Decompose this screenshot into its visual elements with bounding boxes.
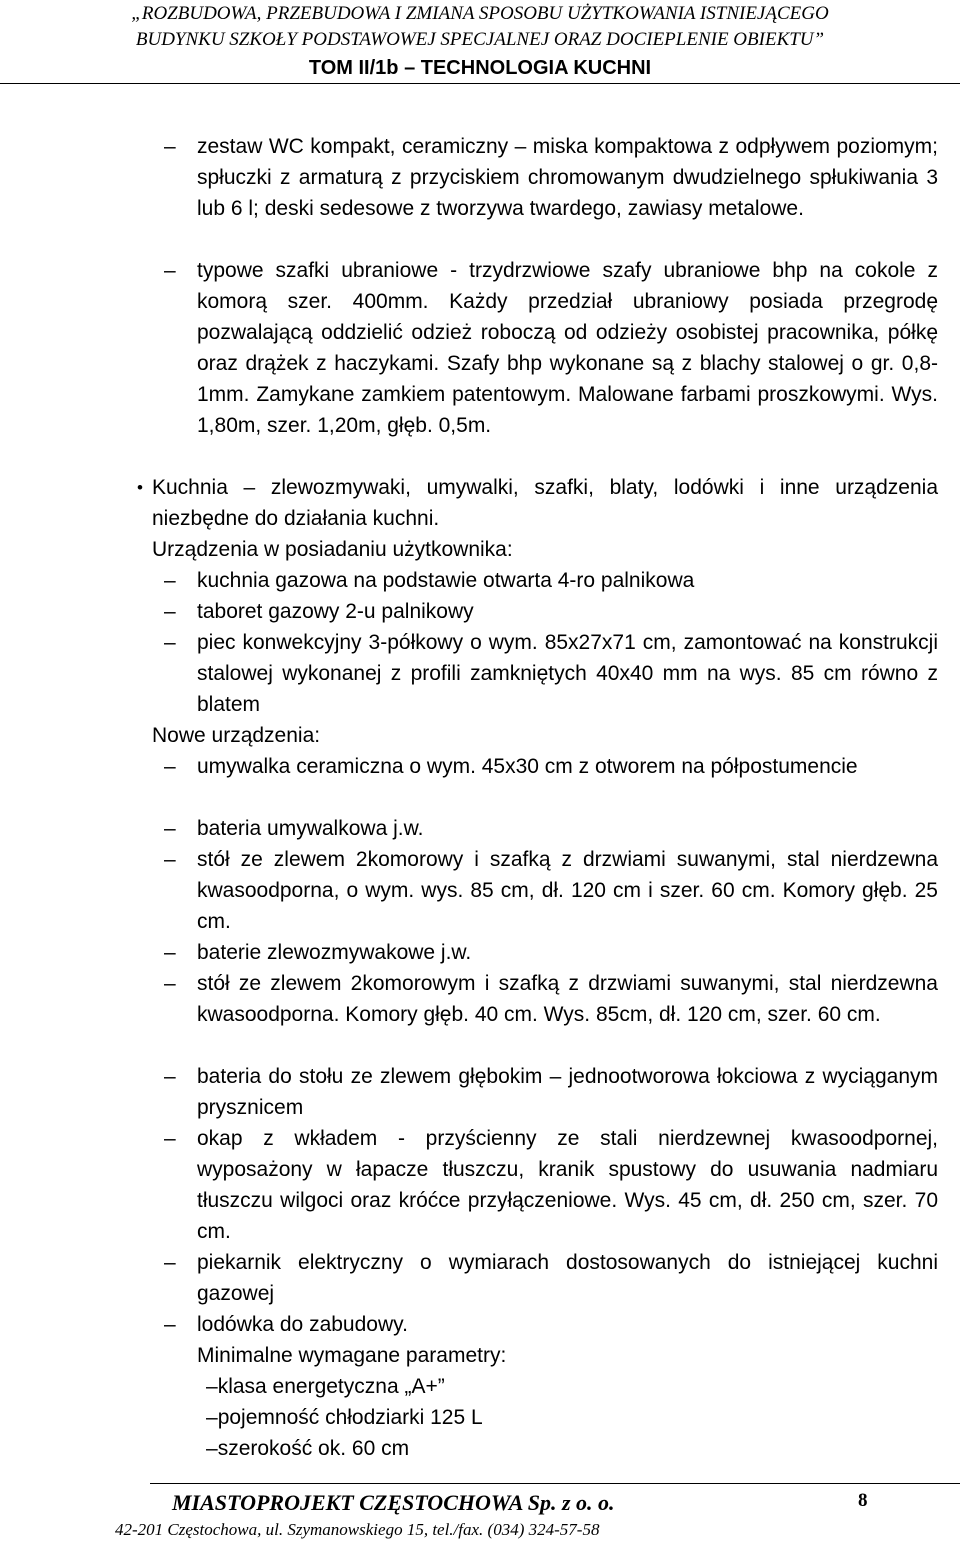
- page-number: 8: [858, 1490, 868, 1511]
- dash-marker: –: [164, 941, 176, 964]
- param-text: –szerokość ok. 60 cm: [206, 1437, 410, 1460]
- list-item-text: typowe szafki ubraniowe - trzydrzwiowe szafy ubraniowe bhp na cokole z komorą szer. 400mm. Każdy przedział ubraniowy posiada przegrodę pozwalającą oddzielić odzież roboczą od odzieży osobistej pracownika, półkę oraz drążek z haczykami. Szafy bhp wykonane są z blachy stalowej o gr. 0,8-: [197, 259, 938, 375]
- dash-marker: –: [164, 600, 176, 623]
- dash-marker: –: [164, 1127, 176, 1150]
- list-item-text: bateria umywalkowa j.w.: [197, 817, 424, 840]
- list-item-text: kuchnia gazowa na podstawie otwarta 4-ro palnikowa: [197, 569, 695, 592]
- list-item-text: Kuchnia – zlewozmywaki, umywalki, szafki, blaty, lodówki i inne urządzenia niezbędne do działania kuchni.: [152, 476, 938, 530]
- list-item-text: piec konwekcyjny 3-półkowy o wym. 85x27x71 cm, zamontować na konstrukcji stalowej wykonanej z profili zamkniętych 40x40 mm na wys. 85 cm równo z blatem: [197, 631, 938, 716]
- dash-marker: –: [164, 755, 176, 778]
- list-item-taboret: [0, 596, 960, 627]
- dash-marker: –: [164, 135, 176, 158]
- list-item-umywalka: [0, 751, 960, 782]
- list-item-stol-2: [0, 968, 960, 1030]
- list-item-text: taboret gazowy 2-u palnikowy: [197, 600, 474, 623]
- dash-marker: –: [164, 259, 176, 282]
- dash-marker: –: [164, 1313, 176, 1336]
- dash-marker: –: [164, 848, 176, 871]
- parameters-label: Minimalne wymagane parametry:: [197, 1344, 507, 1367]
- bullet-marker: •: [137, 478, 143, 497]
- list-item-text: bateria do stołu ze zlewem głębokim – jednootworowa łokciowa z wyciąganym prysznicem: [197, 1065, 938, 1119]
- dash-marker: –: [164, 972, 176, 995]
- list-item-text: stół ze zlewem 2komorowy i szafką z drzwiami suwanymi, stal nierdzewna kwasoodporna, o wym. wys. 85 cm, dł. 120 cm i szer. 60 cm. Komory głęb. 25 cm.: [197, 848, 938, 933]
- list-item-bateria-stol: [0, 1061, 960, 1123]
- list-item-baterie-zlewozmywakowe: [0, 937, 960, 968]
- list-item-piekarnik: [0, 1247, 960, 1309]
- list-item-okap: [0, 1123, 960, 1247]
- list-item-text: stół ze zlewem 2komorowym i szafką z drzwiami suwanymi, stal nierdzewna kwasoodporna. Komory głęb. 40 cm. Wys. 85cm, dł. 120 cm, szer. 60 cm.: [197, 972, 938, 1026]
- param-text: –pojemność chłodziarki 125 L: [206, 1406, 483, 1429]
- header-project-title-line-1: „ROZBUDOWA, PRZEBUDOWA I ZMIANA SPOSOBU UŻYTKOWANIA ISTNIEJĄCEGO: [131, 3, 829, 24]
- section-label-user-devices: Urządzenia w posiadaniu użytkownika:: [152, 538, 513, 561]
- dash-marker: –: [206, 1375, 218, 1398]
- list-item-wc: [0, 131, 960, 224]
- dash-marker: –: [206, 1437, 218, 1460]
- header-divider: [0, 83, 960, 84]
- dash-marker: –: [164, 1065, 176, 1088]
- list-item-text-continued: 1mm. Zamykane zamkiem patentowym. Malowane farbami proszkowymi. Wys. 1,80m, szer. 1,20m, głęb. 0,5m.: [197, 383, 938, 437]
- list-item-text: zestaw WC kompakt, ceramiczny – miska kompaktowa z odpływem poziomym; spłuczki z armaturą z przyciskiem chromowanym dwudzielnego spłukiwania 3 lub 6 l; deski sedesowe z tworzywa twardego, zawiasy metalowe.: [197, 135, 938, 220]
- list-item-piec: [0, 627, 960, 720]
- footer-address: 42-201 Częstochowa, ul. Szymanowskiego 15, tel./fax. (034) 324-57-58: [115, 1520, 600, 1539]
- param-text: –klasa energetyczna „A+”: [206, 1375, 445, 1398]
- list-item-bateria-umywalkowa: [0, 813, 960, 844]
- list-item-kuchnia: [0, 472, 960, 534]
- list-item-text: lodówka do zabudowy.: [197, 1313, 408, 1336]
- section-label-new-devices: Nowe urządzenia:: [152, 724, 321, 747]
- dash-marker: –: [164, 631, 176, 654]
- list-item-text: umywalka ceramiczna o wym. 45x30 cm z otworem na półpostumencie: [197, 755, 858, 778]
- footer-company: MIASTOPROJEKT CZĘSTOCHOWA Sp. z o. o.: [172, 1490, 615, 1515]
- dash-marker: –: [164, 1251, 176, 1274]
- list-item-szafki: [0, 255, 960, 441]
- list-item-kuchnia-gazowa: [0, 565, 960, 596]
- dash-marker: –: [164, 817, 176, 840]
- dash-marker: –: [206, 1406, 218, 1429]
- footer-divider: [150, 1483, 960, 1484]
- list-item-lodowka: [0, 1309, 960, 1340]
- list-item-text: baterie zlewozmywakowe j.w.: [197, 941, 472, 964]
- list-item-text: piekarnik elektryczny o wymiarach dostosowanych do istniejącej kuchni gazowej: [197, 1251, 938, 1305]
- list-item-stol-1: [0, 844, 960, 937]
- header-volume-title: TOM II/1b – TECHNOLOGIA KUCHNI: [308, 57, 652, 79]
- list-item-text: okap z wkładem - przyścienny ze stali nierdzewnej kwasoodpornej, wyposażony w łapacze tłuszczu, kranik spustowy do usuwania nadmiaru tłuszczu wilgoci oraz króćce przyłączeniowe. Wys. 45 cm, dł. 250 cm, szer. 70 cm.: [197, 1127, 938, 1243]
- dash-marker: –: [164, 569, 176, 592]
- header-project-title-line-2: BUDYNKU SZKOŁY PODSTAWOWEJ SPECJALNEJ ORAZ DOCIEPLENIE OBIEKTU”: [135, 29, 825, 50]
